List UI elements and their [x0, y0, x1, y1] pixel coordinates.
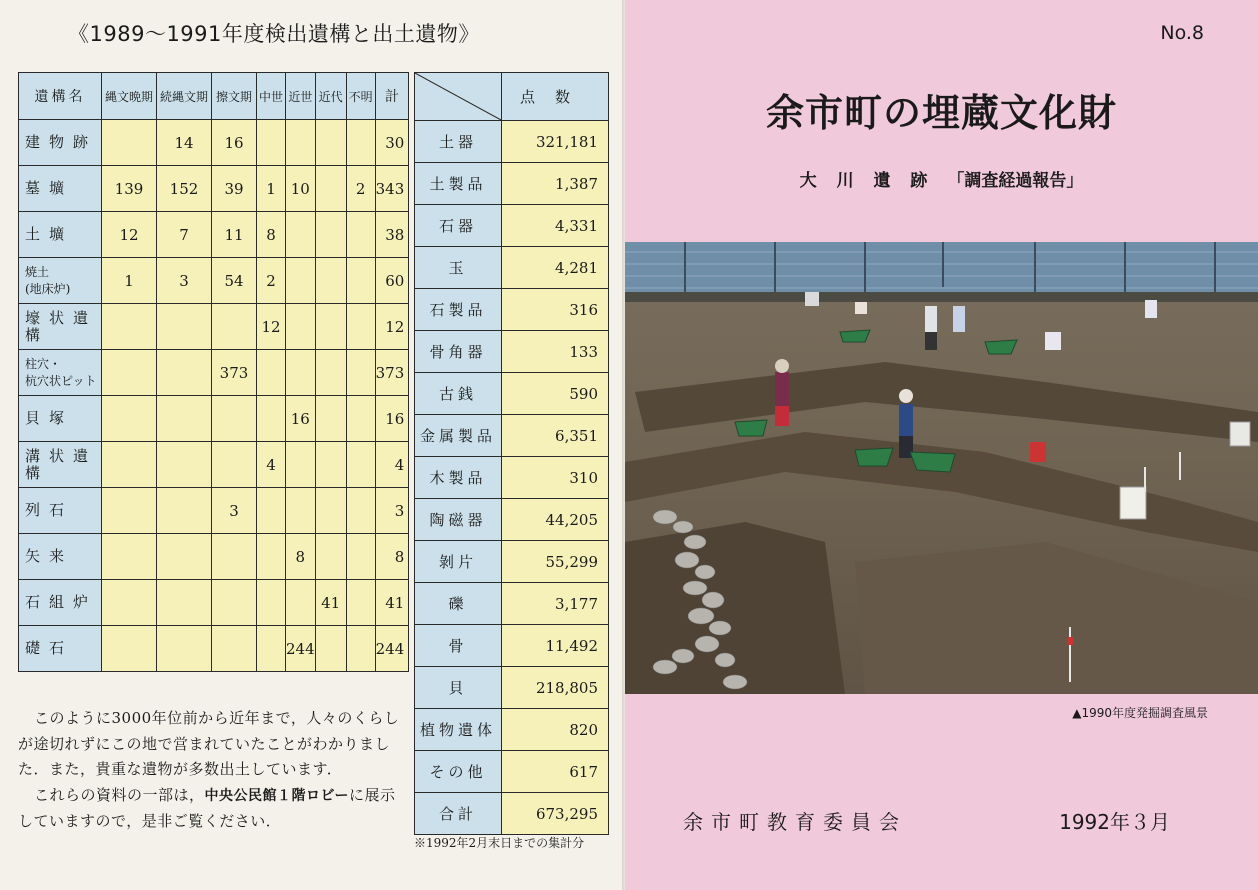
artifact-name: 金属製品 [415, 415, 502, 457]
count-cell [346, 580, 375, 626]
row-name: 墓壙 [25, 179, 74, 197]
table-row [415, 205, 609, 247]
count-cell [157, 396, 212, 442]
total-cell: 38 [375, 212, 409, 258]
count-cell [257, 120, 286, 166]
count-cell: 373 [212, 350, 257, 396]
count-cell [346, 534, 375, 580]
row-name-cell [19, 580, 102, 626]
row-name: 土壙 [25, 225, 74, 243]
count-cell [257, 580, 286, 626]
header-cell: 中世 [257, 73, 286, 120]
count-cell [286, 212, 316, 258]
count-cell: 8 [286, 534, 316, 580]
count-cell: 1 [257, 166, 286, 212]
artifact-name: 土製品 [415, 163, 502, 205]
artifact-count: 55,299 [502, 541, 609, 583]
count-cell: 7 [157, 212, 212, 258]
artifact-count: 1,387 [502, 163, 609, 205]
paragraph-text: これらの資料の一部は， [34, 785, 205, 804]
table-header-row [19, 73, 409, 120]
count-cell [315, 350, 346, 396]
table-row [415, 121, 609, 163]
table-row [415, 667, 609, 709]
count-cell [315, 120, 346, 166]
count-cell: 139 [102, 166, 157, 212]
count-cell [157, 488, 212, 534]
artifact-name: 骨角器 [415, 331, 502, 373]
count-cell: 152 [157, 166, 212, 212]
row-name-cell [19, 626, 102, 672]
publisher: 余市町教育委員会 [683, 810, 907, 834]
row-name-cell [19, 396, 102, 442]
row-name: 壕状遺構 [25, 308, 98, 344]
count-cell: 3 [157, 258, 212, 304]
count-cell [212, 396, 257, 442]
footnote: ※1992年2月末日までの集計分 [414, 836, 585, 850]
row-name: 焼土 [25, 264, 50, 279]
total-cell: 41 [375, 580, 409, 626]
header-cell: 不明 [346, 73, 375, 120]
artifact-count: 133 [502, 331, 609, 373]
issue-number: No.8 [1160, 22, 1204, 44]
artifact-count: 673,295 [502, 793, 609, 835]
row-name-cell [19, 166, 102, 212]
artifact-count: 4,331 [502, 205, 609, 247]
count-cell [257, 488, 286, 534]
count-cell [286, 580, 316, 626]
count-cell: 39 [212, 166, 257, 212]
artifact-name: 木製品 [415, 457, 502, 499]
features-table [18, 72, 409, 672]
excavation-photo [625, 242, 1258, 694]
photo-caption: ▲1990年度発掘調査風景 [1072, 706, 1208, 720]
table-row [415, 415, 609, 457]
artifact-name: 合計 [415, 793, 502, 835]
table-row [19, 396, 409, 442]
count-cell [286, 350, 316, 396]
artifact-name: 礫 [415, 583, 502, 625]
artifact-count: 316 [502, 289, 609, 331]
artifact-name: 剝片 [415, 541, 502, 583]
header-cell: 点数 [502, 73, 609, 121]
artifact-name: 陶磁器 [415, 499, 502, 541]
row-name: 貝塚 [25, 409, 74, 427]
row-name-cell [19, 534, 102, 580]
count-cell [346, 488, 375, 534]
artifact-count: 3,177 [502, 583, 609, 625]
artifact-name: 植物遺体 [415, 709, 502, 751]
table-row [19, 212, 409, 258]
count-cell [346, 304, 375, 350]
artifact-count: 4,281 [502, 247, 609, 289]
artifact-name: 玉 [415, 247, 502, 289]
row-name-sub: (地床炉) [25, 281, 71, 296]
total-cell: 373 [375, 350, 409, 396]
count-cell [102, 580, 157, 626]
count-cell [102, 442, 157, 488]
table-row [415, 583, 609, 625]
table-row [415, 709, 609, 751]
count-cell [315, 396, 346, 442]
count-cell [257, 534, 286, 580]
count-cell [286, 258, 316, 304]
artifact-name: 古銭 [415, 373, 502, 415]
count-cell [346, 350, 375, 396]
header-cell: 縄文晩期 [102, 73, 157, 120]
count-cell: 2 [346, 166, 375, 212]
count-cell: 4 [257, 442, 286, 488]
count-cell [157, 580, 212, 626]
count-cell [346, 442, 375, 488]
count-cell: 14 [157, 120, 212, 166]
artifact-count: 11,492 [502, 625, 609, 667]
count-cell [315, 626, 346, 672]
count-cell: 11 [212, 212, 257, 258]
table-row [19, 166, 409, 212]
count-cell: 41 [315, 580, 346, 626]
left-page [0, 0, 625, 890]
count-cell [157, 304, 212, 350]
total-cell: 60 [375, 258, 409, 304]
count-cell [102, 488, 157, 534]
total-cell: 16 [375, 396, 409, 442]
count-cell [157, 626, 212, 672]
table-row [19, 580, 409, 626]
row-name-cell [19, 350, 102, 396]
artifact-count: 44,205 [502, 499, 609, 541]
table-row [19, 442, 409, 488]
count-cell: 3 [212, 488, 257, 534]
header-cell: 擦文期 [212, 73, 257, 120]
row-name: 列石 [25, 501, 74, 519]
count-cell: 12 [257, 304, 286, 350]
table-header-row [415, 73, 609, 121]
row-name-cell [19, 212, 102, 258]
paragraph: このように3000年位前から近年まで，人々のくらしが途切れずにこの地で営まれていたことがわかりました．また，貴重な遺物が多数出土しています． [18, 709, 400, 778]
artifact-count: 617 [502, 751, 609, 793]
row-name-cell [19, 488, 102, 534]
count-cell: 244 [286, 626, 316, 672]
count-cell [315, 442, 346, 488]
total-cell: 244 [375, 626, 409, 672]
count-cell: 10 [286, 166, 316, 212]
table-row [19, 626, 409, 672]
count-cell: 54 [212, 258, 257, 304]
description-text [18, 706, 406, 835]
artifact-count: 321,181 [502, 121, 609, 163]
count-cell [157, 442, 212, 488]
header-cell: 近代 [315, 73, 346, 120]
row-name: 礎石 [25, 639, 74, 657]
artifact-name: その他 [415, 751, 502, 793]
table-row [415, 793, 609, 835]
row-name: 柱穴・ [25, 356, 62, 371]
count-cell [102, 626, 157, 672]
table-row [415, 457, 609, 499]
count-cell [315, 258, 346, 304]
paragraph-text: に展示していますので，是非ご覧ください． [18, 785, 396, 830]
count-cell [102, 534, 157, 580]
count-cell [102, 120, 157, 166]
cover-subtitle: 大 川 遺 跡 「調査経過報告」 [799, 171, 1084, 191]
count-cell [286, 442, 316, 488]
count-cell [102, 304, 157, 350]
paragraph [18, 783, 406, 835]
row-name: 建物跡 [25, 133, 98, 151]
table-row [415, 247, 609, 289]
count-cell: 12 [102, 212, 157, 258]
artifact-name: 土器 [415, 121, 502, 163]
row-name-cell [19, 304, 102, 350]
count-cell: 8 [257, 212, 286, 258]
diagonal-header-cell [415, 73, 502, 121]
diagonal-line [415, 73, 501, 120]
page-title: 《1989～1991年度検出遺構と出土遺物》 [68, 22, 480, 46]
artifact-name: 石製品 [415, 289, 502, 331]
total-cell: 4 [375, 442, 409, 488]
table-row [415, 541, 609, 583]
count-cell [346, 258, 375, 304]
table-row [415, 331, 609, 373]
cover-title: 余市町の埋蔵文化財 [765, 91, 1117, 135]
count-cell [315, 166, 346, 212]
count-cell [315, 212, 346, 258]
artifact-name: 貝 [415, 667, 502, 709]
count-cell [346, 212, 375, 258]
count-cell [102, 350, 157, 396]
artifact-count: 310 [502, 457, 609, 499]
total-cell: 343 [375, 166, 409, 212]
count-cell [212, 304, 257, 350]
count-cell [315, 534, 346, 580]
row-name-cell [19, 120, 102, 166]
total-cell: 8 [375, 534, 409, 580]
row-name-cell [19, 258, 102, 304]
count-cell [315, 488, 346, 534]
artifact-count: 820 [502, 709, 609, 751]
count-cell: 2 [257, 258, 286, 304]
artifact-count: 218,805 [502, 667, 609, 709]
count-cell [346, 120, 375, 166]
count-cell [346, 396, 375, 442]
count-cell [102, 396, 157, 442]
row-name-sub: 杭穴状ピット [25, 373, 97, 388]
table-row [415, 499, 609, 541]
artifact-count: 6,351 [502, 415, 609, 457]
count-cell [212, 442, 257, 488]
table-row [19, 534, 409, 580]
count-cell [286, 304, 316, 350]
row-name: 石組炉 [25, 593, 98, 611]
count-cell [212, 626, 257, 672]
row-name: 溝状遺構 [25, 446, 98, 482]
count-cell [257, 626, 286, 672]
row-name-cell [19, 442, 102, 488]
location-text: 中央公民館１階ロビー [204, 787, 349, 804]
table-row [415, 373, 609, 415]
table-row [415, 289, 609, 331]
row-name: 矢来 [25, 547, 74, 565]
count-cell [157, 534, 212, 580]
header-cell: 近世 [286, 73, 316, 120]
count-cell [212, 534, 257, 580]
table-row [415, 751, 609, 793]
count-cell [346, 626, 375, 672]
table-row [19, 258, 409, 304]
table-row [19, 488, 409, 534]
count-cell [157, 350, 212, 396]
artifact-count: 590 [502, 373, 609, 415]
publish-date: 1992年３月 [1059, 810, 1170, 834]
artifact-name: 骨 [415, 625, 502, 667]
count-cell [257, 350, 286, 396]
total-cell: 12 [375, 304, 409, 350]
header-cell: 計 [375, 73, 409, 120]
count-cell [286, 120, 316, 166]
table-row [19, 304, 409, 350]
cover-page [625, 0, 1258, 890]
header-cell: 遺構名 [19, 73, 102, 120]
count-cell [286, 488, 316, 534]
header-cell: 続縄文期 [157, 73, 212, 120]
table-row [415, 163, 609, 205]
count-cell [212, 580, 257, 626]
count-cell: 16 [286, 396, 316, 442]
artifact-name: 石器 [415, 205, 502, 247]
count-cell [315, 304, 346, 350]
total-cell: 3 [375, 488, 409, 534]
table-row [19, 350, 409, 396]
artifacts-table [414, 72, 609, 835]
count-cell: 16 [212, 120, 257, 166]
total-cell: 30 [375, 120, 409, 166]
count-cell [257, 396, 286, 442]
table-row [19, 120, 409, 166]
count-cell: 1 [102, 258, 157, 304]
table-row [415, 625, 609, 667]
